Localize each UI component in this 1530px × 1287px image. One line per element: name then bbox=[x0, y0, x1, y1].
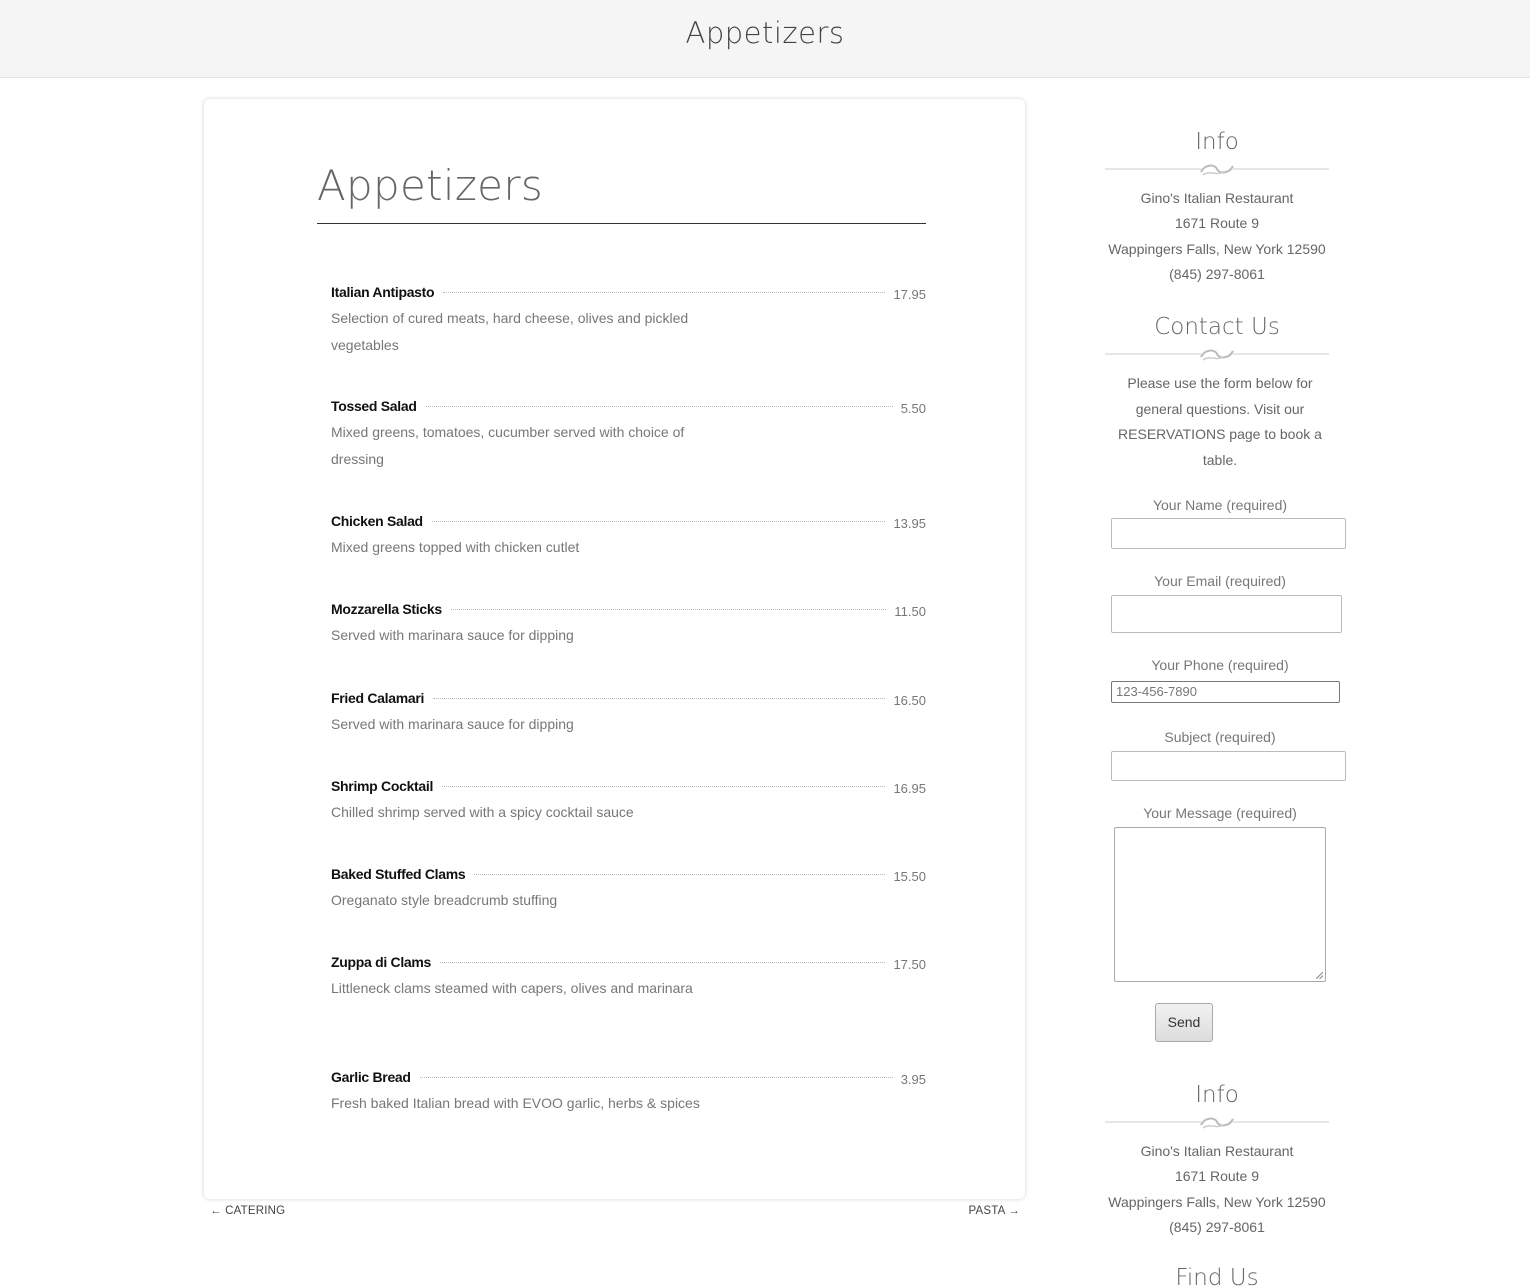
menu-item-price: 16.95 bbox=[893, 781, 926, 796]
info-line: (845) 297-8061 bbox=[1169, 265, 1265, 282]
dot-leader bbox=[426, 406, 893, 407]
info-line: (845) 297-8061 bbox=[1169, 1218, 1265, 1235]
menu-item-price: 17.50 bbox=[893, 957, 926, 972]
resize-grip-icon[interactable] bbox=[1316, 972, 1323, 979]
menu-item bbox=[331, 601, 926, 649]
dot-leader bbox=[474, 874, 885, 875]
flourish-ornament-icon bbox=[1105, 1115, 1329, 1131]
info-widget-title: Info bbox=[1195, 129, 1239, 155]
menu-item bbox=[331, 778, 926, 826]
menu-item-price: 16.50 bbox=[893, 693, 926, 708]
title-divider bbox=[317, 223, 926, 224]
menu-item-name: Baked Stuffed Clams bbox=[331, 866, 466, 882]
info-line: 1671 Route 9 bbox=[1174, 1168, 1260, 1185]
dot-leader bbox=[432, 521, 886, 522]
menu-item-description: Littleneck clams steamed with capers, olives and marinara bbox=[331, 980, 693, 996]
phone-label: Your Phone (required) bbox=[1151, 657, 1289, 673]
menu-item-name: Mozzarella Sticks bbox=[331, 601, 442, 617]
menu-item bbox=[331, 866, 926, 914]
menu-item-description: Served with marinara sauce for dipping bbox=[331, 716, 574, 732]
menu-item-price: 13.95 bbox=[893, 516, 926, 531]
header-title: Appetizers bbox=[685, 16, 845, 50]
dot-leader bbox=[440, 962, 885, 963]
flourish-ornament-icon bbox=[1105, 162, 1329, 178]
menu-item bbox=[331, 398, 926, 473]
menu-item bbox=[331, 284, 926, 359]
menu-item-price: 11.50 bbox=[894, 604, 926, 619]
menu-card bbox=[204, 99, 1025, 1199]
phone-input[interactable]: 123-456-7890 bbox=[1111, 681, 1340, 703]
info-widget-title: Info bbox=[1195, 1082, 1239, 1108]
menu-item-name: Tossed Salad bbox=[331, 398, 417, 414]
menu-item bbox=[331, 954, 926, 1002]
menu-item-name: Shrimp Cocktail bbox=[331, 778, 434, 794]
next-page-link[interactable]: PASTA → bbox=[968, 1205, 1020, 1217]
menu-item-description: Mixed greens, tomatoes, cucumber served with choice of dressing bbox=[331, 424, 685, 467]
menu-item-price: 17.95 bbox=[893, 287, 926, 302]
dot-leader bbox=[443, 292, 885, 293]
menu-item-description: Selection of cured meats, hard cheese, olives and pickled vegetables bbox=[331, 310, 689, 353]
contact-intro: Please use the form below for general questions. Visit our RESERVATIONS page to book a table. bbox=[1118, 375, 1322, 468]
dot-leader bbox=[420, 1077, 893, 1078]
info-address bbox=[1105, 186, 1329, 287]
menu-item-description: Oreganato style breadcrumb stuffing bbox=[331, 892, 558, 908]
menu-item-name: Zuppa di Clams bbox=[331, 954, 432, 970]
info-address bbox=[1105, 1139, 1329, 1240]
page-header bbox=[0, 0, 1530, 78]
menu-item bbox=[331, 690, 926, 738]
email-label: Your Email (required) bbox=[1154, 573, 1286, 589]
menu-item-name: Fried Calamari bbox=[331, 690, 425, 706]
flourish-ornament-icon bbox=[1105, 347, 1329, 363]
menu-item bbox=[331, 1069, 926, 1117]
info-line: Gino's Italian Restaurant bbox=[1140, 1143, 1294, 1159]
page-title: Appetizers bbox=[317, 161, 544, 210]
dot-leader bbox=[433, 698, 885, 699]
menu-item-price: 3.95 bbox=[900, 1072, 926, 1087]
subject-input[interactable] bbox=[1111, 751, 1346, 781]
info-line: 1671 Route 9 bbox=[1174, 215, 1260, 232]
info-line: Wappingers Falls, New York 12590 bbox=[1108, 240, 1326, 257]
message-label: Your Message (required) bbox=[1143, 805, 1297, 821]
menu-item-description: Chilled shrimp served with a spicy cocktail sauce bbox=[331, 804, 634, 820]
send-button[interactable]: Send bbox=[1155, 1003, 1213, 1042]
menu-item-price: 5.50 bbox=[900, 401, 926, 416]
subject-label: Subject (required) bbox=[1164, 729, 1276, 745]
menu-item-description: Mixed greens topped with chicken cutlet bbox=[331, 539, 580, 555]
dot-leader bbox=[442, 786, 885, 787]
info-line: Gino's Italian Restaurant bbox=[1140, 190, 1294, 206]
name-label: Your Name (required) bbox=[1152, 497, 1288, 513]
prev-page-link[interactable]: ← CATERING bbox=[210, 1205, 286, 1217]
contact-widget-title: Contact Us bbox=[1154, 314, 1280, 340]
menu-item-price: 15.50 bbox=[893, 869, 926, 884]
menu-item bbox=[331, 513, 926, 561]
menu-item-description: Fresh baked Italian bread with EVOO garlic, herbs & spices bbox=[331, 1095, 700, 1111]
find-us-title: Find Us bbox=[1175, 1265, 1259, 1287]
menu-item-name: Italian Antipasto bbox=[331, 284, 435, 300]
info-line: Wappingers Falls, New York 12590 bbox=[1108, 1193, 1326, 1210]
menu-item-description: Served with marinara sauce for dipping bbox=[331, 627, 574, 643]
menu-item-name: Garlic Bread bbox=[331, 1069, 411, 1085]
menu-item-name: Chicken Salad bbox=[331, 513, 423, 529]
dot-leader bbox=[451, 609, 887, 610]
name-input[interactable] bbox=[1111, 518, 1346, 549]
message-textarea[interactable] bbox=[1114, 827, 1326, 982]
email-input[interactable] bbox=[1111, 595, 1342, 633]
